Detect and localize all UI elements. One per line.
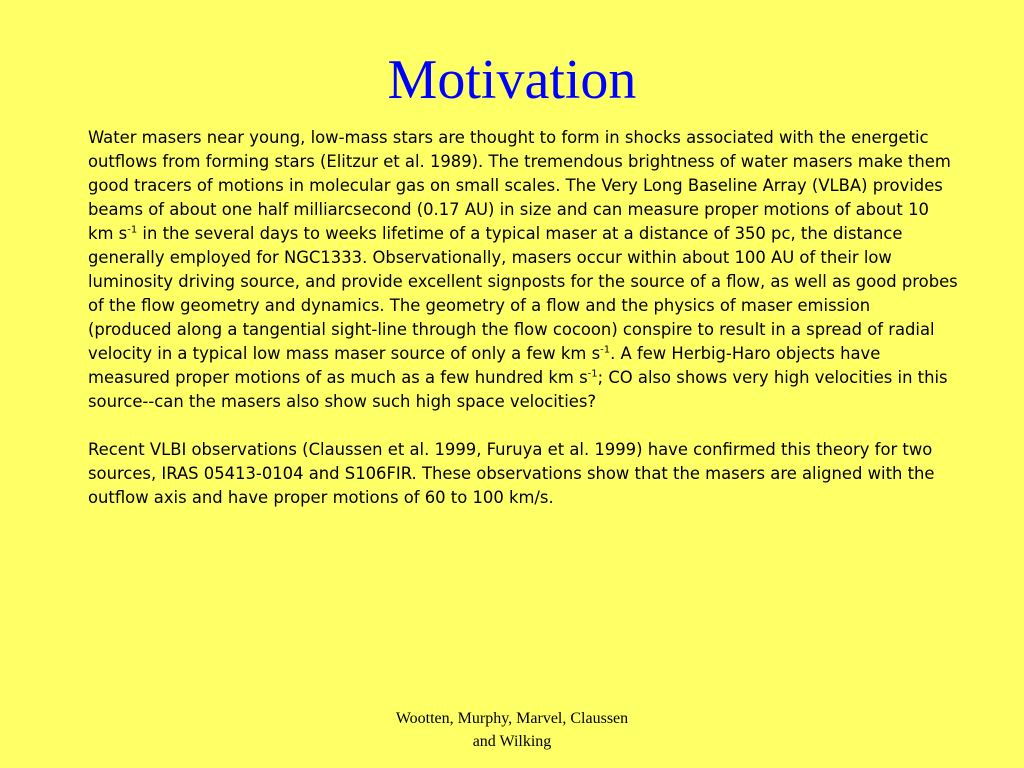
paragraph-1-text-2: in the several days to weeks lifetime of a typical maser at a distance of 350 pc, the distance generally employed for NGC1333. Observationally, masers occur within about 100 AU of their low luminosity driving source, and provide excellent signposts for the source of a flow, as well as good probes of the flow geometry and dynamics. The geometry of a flow and the physics of maser emission (produced along a tangential sight-line through the flow cocoon) conspire to result in a spread of radial velocity in a typical low mass maser source of only a few km s	[88, 224, 958, 363]
paragraph-1-text-4: ; CO also shows very high velocities in this source--can the masers also show such high space velocities?	[88, 368, 948, 411]
superscript-3: -1	[587, 368, 598, 380]
paragraph-1-text-1: Water masers near young, low-mass stars are thought to form in shocks associated with the energetic outflows from forming stars (Elitzur et al. 1989). The tremendous brightness of water masers make them good tracers of motions in molecular gas on small scales. The Very Long Baseline Array (VLBA) provides beams of about one half milliarcsecond (0.17 AU) in size and can measure proper motions of about 10 km s	[88, 128, 951, 243]
paragraph-motivation	[88, 126, 958, 414]
footer-line-1: Wootten, Murphy, Marvel, Claussen	[395, 710, 629, 727]
footer-line-2: and Wilking	[472, 733, 552, 750]
paragraph-recent-observations: Recent VLBI observations (Claussen et al. 1999, Furuya et al. 1999) have confirmed this theory for two sources, IRAS 05413-0104 and S106FIR. These observations show that the masers are aligned with the outflow axis and have proper motions of 60 to 100 km/s.	[88, 440, 935, 507]
superscript-2: -1	[600, 344, 611, 356]
slide-title: Motivation	[387, 49, 637, 111]
paragraph-1-text-3: . A few Herbig-Haro objects have measured proper motions of as much as a few hundred km s	[88, 344, 881, 387]
slide-footer-authors	[352, 707, 672, 753]
superscript-1: -1	[127, 224, 138, 236]
slide-body	[88, 126, 958, 510]
